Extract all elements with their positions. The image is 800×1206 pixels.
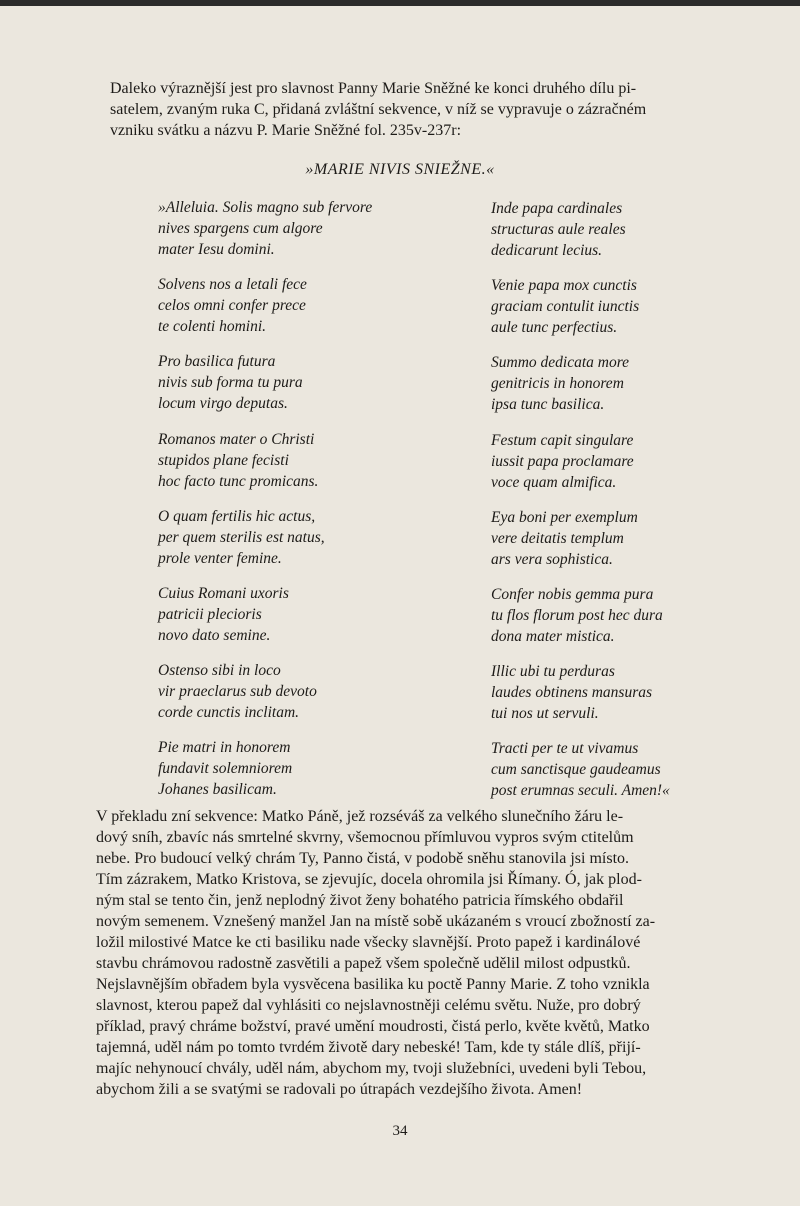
poem-right-column xyxy=(491,198,800,816)
verse-line: Pie matri in honorem xyxy=(158,739,291,757)
translation-line: V překladu zní sekvence: Matko Páně, jež rozséváš za velkého slunečního žáru le- xyxy=(96,808,624,825)
verse-line: Confer nobis gemma pura xyxy=(491,585,654,603)
verse-line: Ostenso sibi in loco xyxy=(158,662,281,680)
translation-line: stavbu chrámovou radostně zasvětili a papež všem společně udělil milost odpustků. xyxy=(96,955,631,972)
translation-line: slavnost, kterou papež dal vyhlásiti co nejslavnostněji celému světu. Nuže, pro dobrý xyxy=(96,997,641,1014)
stanza xyxy=(158,583,478,646)
intro-paragraph xyxy=(110,78,780,141)
verse-line: Summo dedicata more xyxy=(491,354,630,372)
verse-line: genitricis in honorem xyxy=(491,375,624,393)
intro-line: satelem, zvaným ruka C, přidaná zvláštní sekvence, v níž se vypravuje o zázračném xyxy=(110,101,647,118)
book-page xyxy=(0,6,800,1206)
translation-line: příklad, pravý chráme božství, pravé umění moudrosti, čistá perlo, květe květů, Matko xyxy=(96,1018,650,1035)
verse-line: dona mater mistica. xyxy=(491,627,615,645)
verse-line: tui nos ut servuli. xyxy=(491,705,599,723)
page-number: 34 xyxy=(392,1123,408,1139)
verse-line: Inde papa cardinales xyxy=(491,200,623,217)
translation-line: ným stal se tento čin, jenž neplodný život ženy bohatého patricia římského obdařil xyxy=(96,892,624,909)
verse-line: post erumnas seculi. Amen!« xyxy=(491,782,670,800)
stanza xyxy=(158,660,478,723)
verse-line: Eya boni per exemplum xyxy=(491,508,638,526)
verse-line: nives spargens cum algore xyxy=(158,220,323,237)
verse-line: iussit papa proclamare xyxy=(491,452,634,470)
verse-line: prole venter femine. xyxy=(158,549,282,567)
translation-line: dový sníh, zbavíc nás smrtelné skvrny, všemocnou přímluvou vypros svým ctitelům xyxy=(96,829,634,846)
intro-line: vzniku svátku a názvu P. Marie Sněžné fol. 235v-237r: xyxy=(110,122,462,139)
stanza xyxy=(491,275,800,338)
verse-line: Solvens nos a letali fece xyxy=(158,276,307,294)
verse-line: ipsa tunc basilica. xyxy=(491,396,605,414)
stanza xyxy=(158,351,478,414)
intro-line: Daleko výraznější jest pro slavnost Panny Marie Sněžné ke konci druhého dílu pi- xyxy=(110,80,637,97)
verse-line: ars vera sophistica. xyxy=(491,550,613,568)
verse-line: »Alleluia. Solis magno sub fervore xyxy=(158,199,373,216)
verse-line: cum sanctisque gaudeamus xyxy=(491,761,661,779)
verse-line: fundavit solemniorem xyxy=(158,760,293,778)
stanza xyxy=(491,430,800,493)
stanza xyxy=(491,661,800,724)
verse-line: vir praeclarus sub devoto xyxy=(158,683,317,701)
translation-line: abychom žili a se svatými se radovali po útrapách vezdejšího života. Amen! xyxy=(96,1081,583,1098)
verse-line: aule tunc perfectius. xyxy=(491,319,618,337)
verse-line: Tracti per te ut vivamus xyxy=(491,740,639,758)
verse-line: Venie papa mox cunctis xyxy=(491,277,637,295)
verse-line: Cuius Romani uxoris xyxy=(158,584,289,602)
verse-line: O quam fertilis hic actus, xyxy=(158,507,316,525)
stanza xyxy=(158,737,478,800)
stanza xyxy=(158,429,478,492)
verse-line: Festum capit singulare xyxy=(491,431,634,449)
verse-line: Pro basilica futura xyxy=(158,353,276,371)
translation-line: Tím zázrakem, Matko Kristova, se zjevujíc, docela ohromila jsi Římany. Ó, jak plod- xyxy=(96,871,642,888)
verse-line: mater Iesu domini. xyxy=(158,241,275,258)
verse-line: locum virgo deputas. xyxy=(158,395,288,413)
stanza xyxy=(491,198,800,261)
stanza xyxy=(158,506,478,569)
stanza xyxy=(491,738,800,801)
stanza xyxy=(158,197,478,260)
stanza xyxy=(491,584,800,647)
verse-line: te colenti homini. xyxy=(158,318,267,336)
verse-line: nivis sub forma tu pura xyxy=(158,374,303,392)
translation-line: ložil milostivé Matce ke cti basiliku nade všecky slavnější. Proto papež i kardinálové xyxy=(96,934,641,951)
translation-line: novým semenem. Vznešený manžel Jan na místě sobě ukázaném s vroucí zbožností za- xyxy=(96,913,656,930)
stanza xyxy=(491,507,800,570)
translation-line: Nejslavnějším obřadem byla vysvěcena basilika ku poctě Panny Marie. Z toho vznikla xyxy=(96,976,650,993)
verse-line: dedicarunt lecius. xyxy=(491,242,603,259)
verse-line: patricii plecioris xyxy=(158,605,262,623)
verse-line: tu flos florum post hec dura xyxy=(491,606,663,624)
stanza xyxy=(158,274,478,337)
verse-line: Romanos mater o Christi xyxy=(158,430,315,448)
translation-line: nebe. Pro budoucí velký chrám Ty, Panno čistá, v podobě sněhu stanovila jsi místo. xyxy=(96,850,630,867)
verse-line: laudes obtinens mansuras xyxy=(491,684,653,702)
verse-line: Johanes basilicam. xyxy=(158,781,277,799)
poem-title: »MARIE NIVIS SNIEŽNE.« xyxy=(305,161,495,178)
verse-line: graciam contulit iunctis xyxy=(491,298,640,316)
verse-line: vere deitatis templum xyxy=(491,529,624,547)
translation-line: tajemná, uděl nám po tomto tvrdém životě dary nebeské! Tam, kde ty stále dlíš, přijí- xyxy=(96,1039,641,1056)
translation-line: majíc nehynoucí chvály, uděl nám, abychom my, tvoji služebníci, uvedeni byli Tebou, xyxy=(96,1060,647,1077)
translation-paragraph xyxy=(96,806,766,1100)
verse-line: Illic ubi tu perduras xyxy=(491,663,615,681)
verse-line: novo dato semine. xyxy=(158,626,271,644)
verse-line: hoc facto tunc promicans. xyxy=(158,472,319,490)
verse-line: stupidos plane fecisti xyxy=(158,451,289,469)
verse-line: voce quam almifica. xyxy=(491,473,617,491)
verse-line: per quem sterilis est natus, xyxy=(158,528,325,546)
verse-line: structuras aule reales xyxy=(491,221,626,238)
verse-line: corde cunctis inclitam. xyxy=(158,704,300,722)
verse-line: celos omni confer prece xyxy=(158,297,306,315)
stanza xyxy=(491,352,800,415)
poem-left-column xyxy=(158,197,478,815)
